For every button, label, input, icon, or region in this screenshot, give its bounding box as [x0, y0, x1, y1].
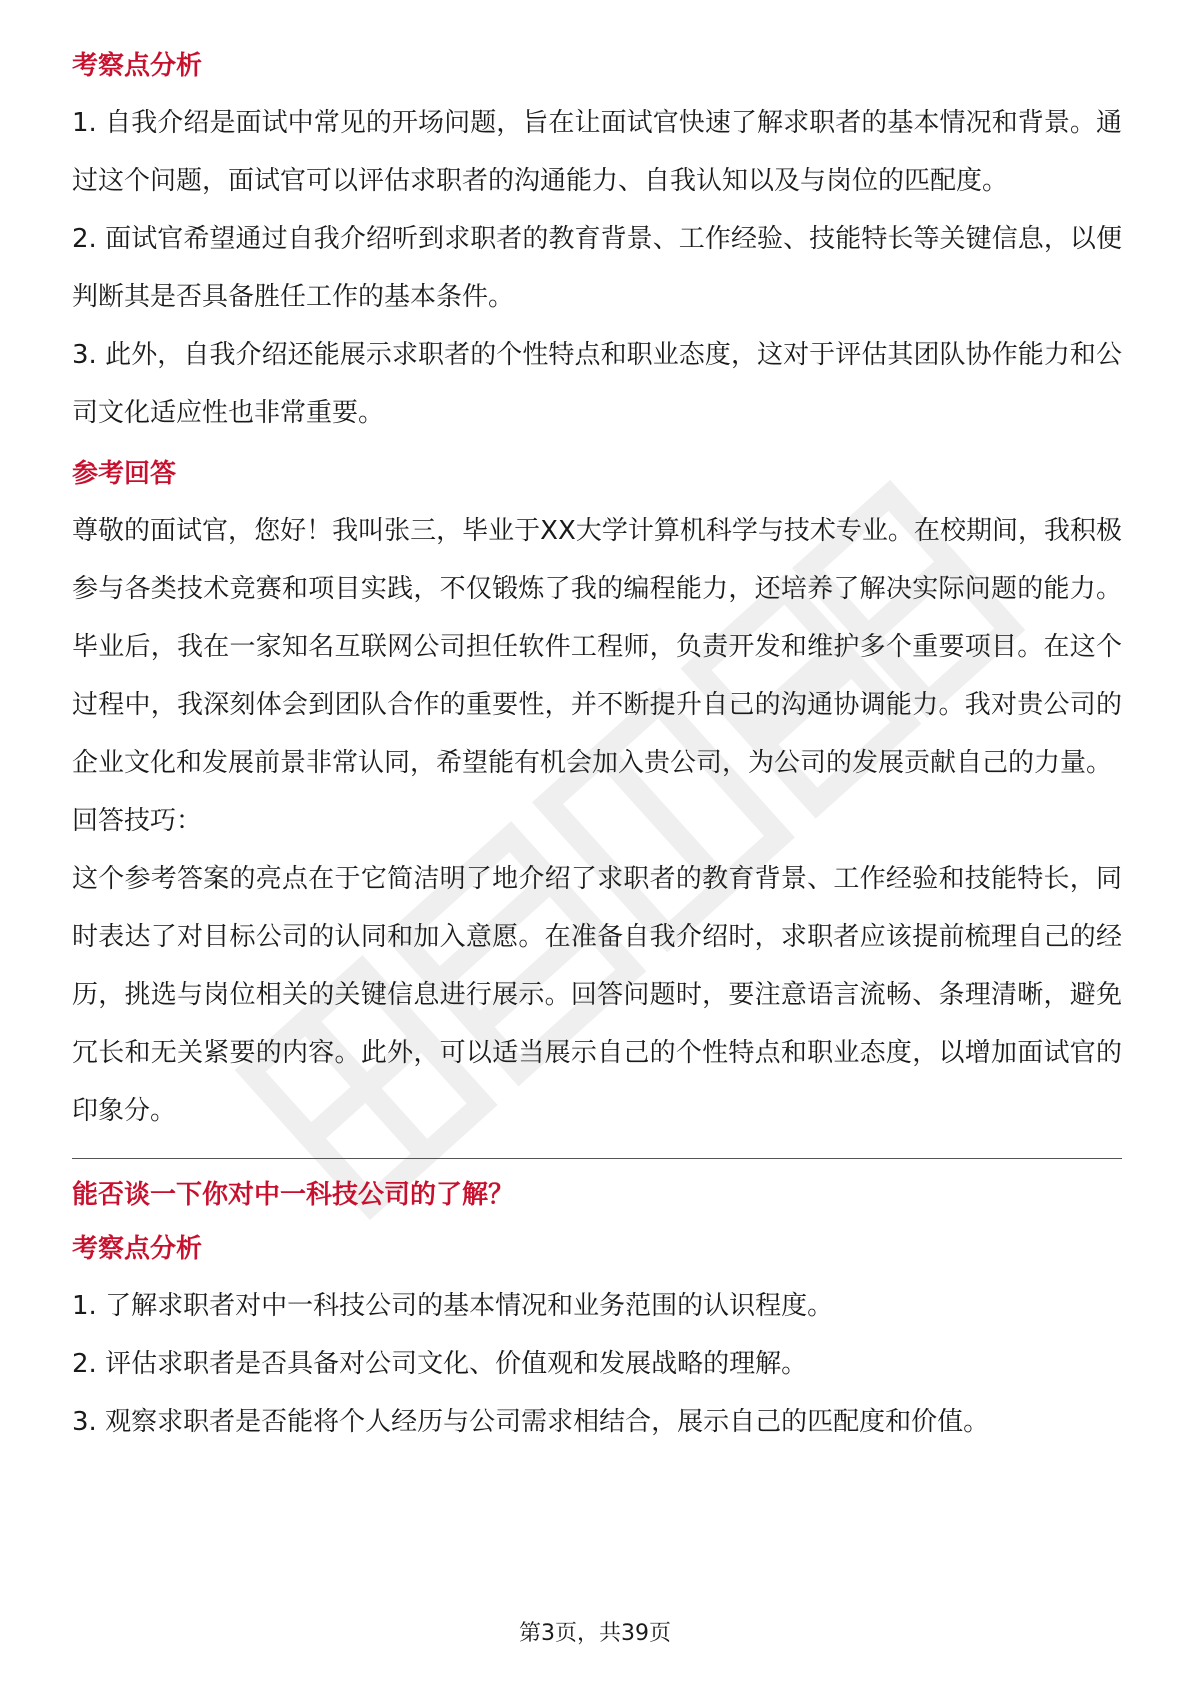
section-heading-analysis: 考察点分析: [72, 1234, 203, 1264]
list-item: 2. 面试官希望通过自我介绍听到求职者的教育背景、工作经验、技能特长等关键信息，以便判断其是否具备胜任工作的基本条件。: [72, 224, 1122, 312]
tips-text: 这个参考答案的亮点在于它简洁明了地介绍了求职者的教育背景、工作经验和技能特长，同时表达了对目标公司的认同和加入意愿。在准备自我介绍时，求职者应该提前梳理自己的经历，挑选与岗位相关的关键信息进行展示。回答问题时，要注意语言流畅、条理清晰，避免冗长和无关紧要的内容。此外，可以适当展示自己的个性特点和职业态度，以增加面试官的印象分。: [72, 864, 1122, 1126]
tips-label: 回答技巧：: [72, 806, 203, 836]
section-divider: [72, 1158, 1122, 1159]
list-item: 3. 此外，自我介绍还能展示求职者的个性特点和职业态度，这对于评估其团队协作能力和公司文化适应性也非常重要。: [72, 340, 1122, 428]
list-item: 3. 观察求职者是否能将个人经历与公司需求相结合，展示自己的匹配度和价值。: [72, 1407, 990, 1437]
main-content: [72, 46, 1122, 1451]
list-item: 2. 评估求职者是否具备对公司文化、价值观和发展战略的理解。: [72, 1349, 808, 1379]
page-number: 第3页，共39页: [519, 1621, 671, 1646]
section-heading-reference-answer: 参考回答: [72, 459, 177, 489]
question-title: 能否谈一下你对中一科技公司的了解？: [72, 1180, 515, 1210]
section-heading-analysis: 考察点分析: [72, 51, 203, 81]
list-item: 1. 自我介绍是面试中常见的开场问题，旨在让面试官快速了解求职者的基本情况和背景。通过这个问题，面试官可以评估求职者的沟通能力、自我认知以及与岗位的匹配度。: [72, 108, 1122, 196]
list-item: 1. 了解求职者对中一科技公司的基本情况和业务范围的认识程度。: [72, 1291, 834, 1321]
reference-answer-text: 尊敬的面试官，您好！我叫张三，毕业于XX大学计算机科学与技术专业。在校期间，我积极参与各类技术竞赛和项目实践，不仅锻炼了我的编程能力，还培养了解决实际问题的能力。毕业后，我在一家知名互联网公司担任软件工程师，负责开发和维护多个重要项目。在这个过程中，我深刻体会到团队合作的重要性，并不断提升自己的沟通协调能力。我对贵公司的企业文化和发展前景非常认同，希望能有机会加入贵公司，为公司的发展贡献自己的力量。: [72, 516, 1122, 778]
